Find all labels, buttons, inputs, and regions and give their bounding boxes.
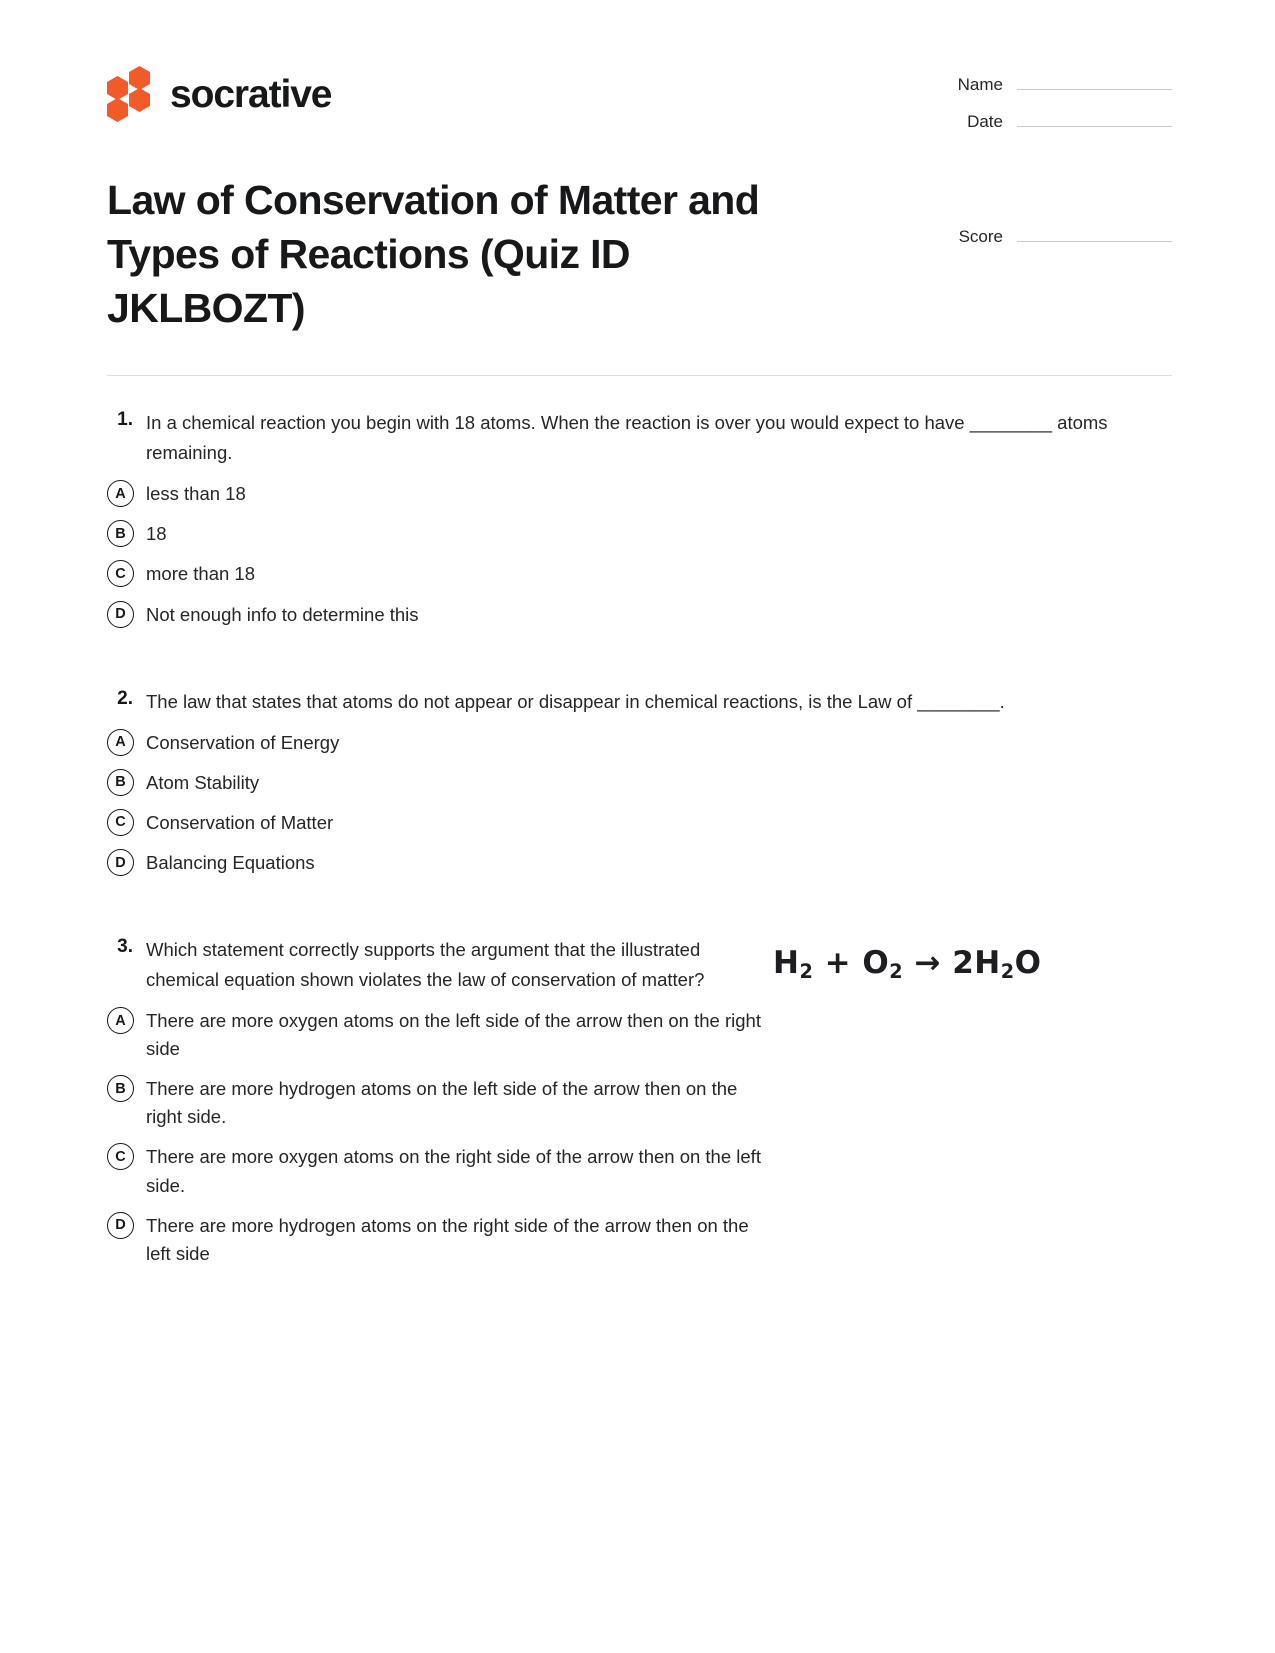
name-field-row [922, 72, 1172, 95]
score-field-input[interactable] [1017, 224, 1172, 242]
question-2-option-c[interactable] [107, 807, 1172, 837]
option-letter: A [107, 729, 134, 756]
option-text: Conservation of Energy [146, 731, 340, 753]
question-3-text: Which statement correctly supports the argument that the illustrated chemical equation shown violates the law of conservation of matter? [146, 939, 705, 991]
option-letter: B [107, 520, 134, 547]
option-text: There are more oxygen atoms on the left side of the arrow then on the right side [146, 1010, 761, 1060]
option-text: There are more hydrogen atoms on the left side of the arrow then on the right side. [146, 1078, 738, 1128]
question-3-left [107, 935, 767, 995]
name-field-input[interactable] [1017, 72, 1172, 90]
question-3-number: 3. [117, 936, 133, 958]
question-2-option-b[interactable] [107, 767, 1172, 797]
option-letter: B [107, 769, 134, 796]
option-text: Not enough info to determine this [146, 603, 419, 625]
option-letter: D [107, 849, 134, 876]
brand-name: socrative [170, 72, 332, 116]
hexagon-icon [129, 88, 150, 112]
hexagon-icon [129, 66, 150, 90]
equation-h-sub: 2 [799, 960, 814, 984]
question-3-option-a[interactable] [107, 1005, 1172, 1063]
question-3-head [107, 935, 767, 995]
option-letter: C [107, 809, 134, 836]
question-1-text: In a chemical reaction you begin with 18 atoms. When the reaction is over you would expect to have ________ atoms remaining. [146, 412, 1108, 464]
option-letter: D [107, 1212, 134, 1239]
option-text: less than 18 [146, 483, 246, 505]
question-3-options [107, 1005, 1172, 1268]
header-divider [107, 375, 1172, 376]
student-info-fields [922, 72, 1172, 261]
date-field-label: Date [967, 112, 1003, 131]
question-3-option-d[interactable] [107, 1210, 1172, 1268]
option-text: Conservation of Matter [146, 811, 334, 833]
hexagon-icon [107, 76, 128, 100]
question-3-option-b[interactable] [107, 1073, 1172, 1131]
score-field-row [922, 224, 1172, 247]
date-field-row [922, 109, 1172, 132]
question-3 [107, 935, 1172, 1268]
question-2-text: The law that states that atoms do not appear or disappear in chemical reactions, is the Law of ________. [146, 690, 1005, 712]
question-1 [107, 408, 1172, 628]
equation-product: 2H [952, 945, 1001, 982]
question-1-options [107, 478, 1172, 628]
socrative-logo [107, 68, 331, 120]
equation-o-sub: 2 [889, 960, 904, 984]
option-text: 18 [146, 523, 167, 545]
question-1-head [107, 408, 1172, 468]
option-text: more than 18 [146, 563, 256, 585]
question-3-figure [767, 935, 1172, 984]
questions-list [0, 408, 1275, 1268]
option-letter: A [107, 1007, 134, 1034]
question-3-option-c[interactable] [107, 1141, 1172, 1199]
question-1-option-d[interactable] [107, 599, 1172, 629]
option-text: Balancing Equations [146, 852, 315, 873]
question-1-option-c[interactable] [107, 558, 1172, 588]
equation-plus: + [813, 945, 863, 982]
question-1-number: 1. [117, 409, 133, 431]
question-2-options [107, 727, 1172, 877]
option-text: Atom Stability [146, 771, 260, 793]
hexagon-icon [107, 98, 128, 122]
hexagon-logo-icon [107, 68, 153, 120]
chemical-equation-image [773, 945, 1042, 984]
question-1-option-b[interactable] [107, 518, 1172, 548]
option-letter: D [107, 601, 134, 628]
question-1-option-a[interactable] [107, 478, 1172, 508]
equation-arrow: → [903, 945, 953, 982]
page-title: Law of Conservation of Matter and Types of Reactions (Quiz ID JKLBOZT) [107, 177, 760, 332]
equation-o: O [862, 945, 890, 982]
option-letter: C [107, 560, 134, 587]
date-field-input[interactable] [1017, 109, 1172, 127]
question-3-wrap [107, 935, 1172, 995]
question-2 [107, 687, 1172, 877]
equation-product-tail: O [1014, 945, 1042, 982]
equation-h: H [773, 945, 800, 982]
equation-product-sub: 2 [1000, 960, 1015, 984]
option-letter: C [107, 1143, 134, 1170]
option-letter: A [107, 480, 134, 507]
score-field-label: Score [958, 227, 1003, 246]
question-2-head [107, 687, 1172, 717]
question-2-number: 2. [117, 687, 133, 709]
question-2-option-a[interactable] [107, 727, 1172, 757]
question-2-option-d[interactable] [107, 847, 1172, 877]
name-field-label: Name [957, 75, 1003, 94]
option-letter: B [107, 1075, 134, 1102]
option-text: There are more oxygen atoms on the right side of the arrow then on the left side. [146, 1146, 761, 1196]
option-text: There are more hydrogen atoms on the right side of the arrow then on the left side [146, 1214, 749, 1264]
